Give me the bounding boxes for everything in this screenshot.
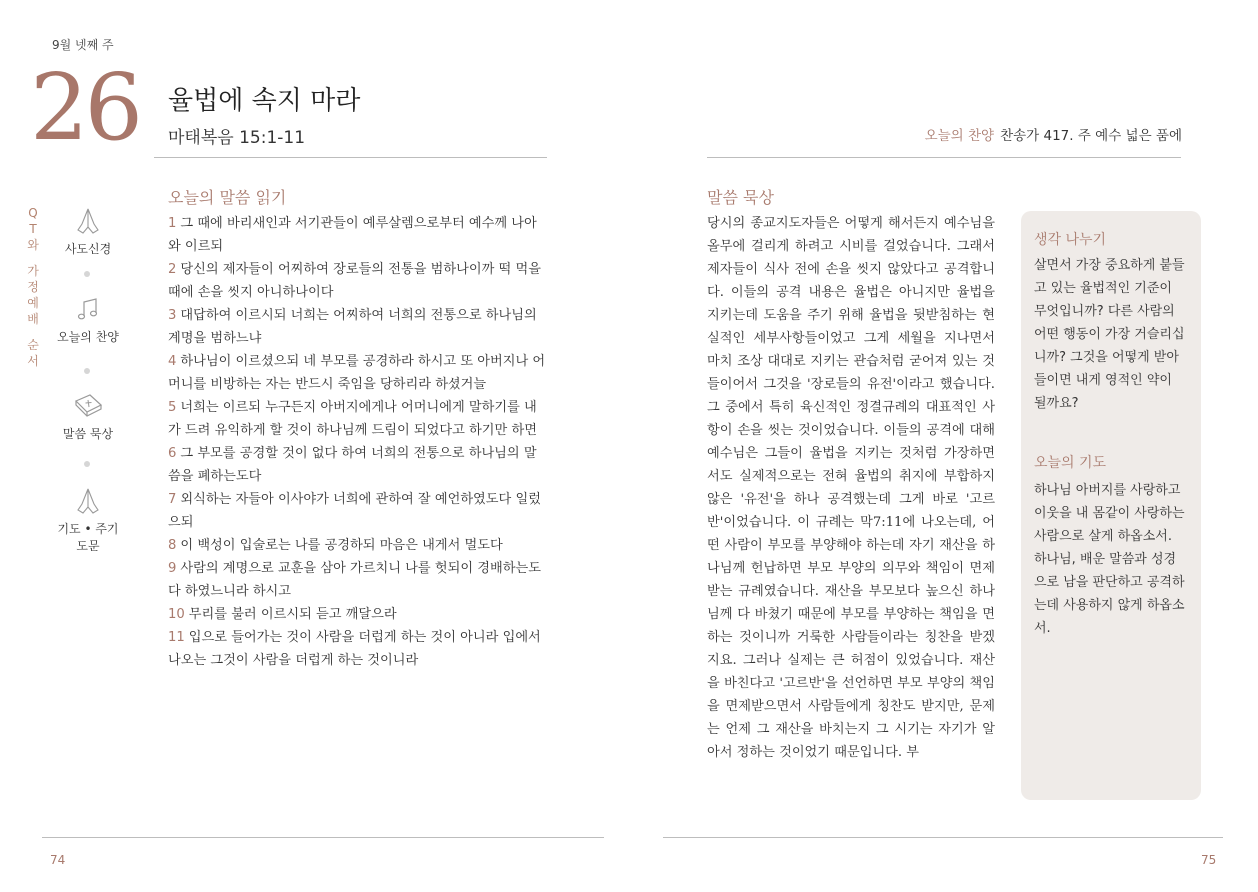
vertical-label-char: 순	[27, 338, 39, 352]
sidebar-dot	[84, 271, 90, 277]
sidebar-dot	[84, 368, 90, 374]
scripture-reference: 마태복음 15:1-11	[168, 128, 306, 148]
sidebar-item-apostles-creed	[52, 206, 124, 257]
verse	[168, 442, 548, 488]
sharing-heading: 생각 나누기	[1034, 232, 1107, 248]
verse-text: 당신의 제자들이 어찌하여 장로들의 전통을 범하나이까 떡 먹을 때에 손을 씻지 아니하나이다	[168, 262, 541, 300]
verse-number: 3	[168, 308, 177, 323]
sharing-text: 살면서 가장 중요하게 붙들고 있는 율법적인 기준이 무엇입니까? 다른 사람의 어떤 행동이 가장 거슬리십니까? 그것을 어떻게 받아들이면 내게 영적인 약이 될까요?	[1034, 258, 1185, 411]
meditation-text: 당시의 종교지도자들은 어떻게 해서든지 예수님을 올무에 걸리게 하려고 시비를 걸었습니다. 그래서 제자들이 식사 전에 손을 씻지 않았다고 공격합니다. 이들의 공격 내용은 율법은 아니지만 율법을 지키는데 도움을 주기 위해 율법을 뒷받침하는 현실적인 세부사항들이었고 그게 세월을 지나면서 마치 조상 대대로 지키는 관습처럼 굳어져 있는 것들이어서 그것을 '장로들의 유전'이라고 했습니다. 그 중에서 특히 육신적인 정결규례의 대표적인 사항이 손을 씻는 것이었습니다. 이들의 공격에 대해 예수님은 그들이 율법을 지키는 것처럼 가장하면서도 실제적으로는 전혀 율법의 취지에 부합하지 않은 '유전'을 하나 공격했는데 그게 바로 '고르반'이었습니다. 이 규례는 막7:11에 나오는데, 어떤 사람이 부모를 부양해야 하는데 자기 재산을 하나님께 헌납하면 부모 부양의 의무와 책임이 면제받는 규례였습니다. 재산을 부모보다 높으신 하나님께 다 바쳤기 때문에 부모를 부양하는 책임을 면하는 것이니까 거룩한 사람들이라는 칭찬을 받겠지요. 그러나 실제는 큰 허점이 있었습니다. 재산을 바친다고 '고르반'을 선언하면 부모 부양의 책임을 면제받으면서 사람들에게 칭찬도 받지만, 문제는 언제 그 재산을 바치는지 그 시기는 자기가 알아서 정하는 것이었기 때문입니다. 부	[707, 216, 995, 760]
verse-text: 사람의 계명으로 교훈을 삼아 가르치니 나를 헛되이 경배하는도다 하였느니라 하시고	[168, 561, 541, 599]
verse	[168, 603, 548, 626]
hymn-label: 오늘의 찬양	[924, 128, 995, 144]
day-number: 26	[30, 54, 140, 161]
verse	[168, 626, 548, 672]
vertical-label-char: Q	[28, 206, 38, 220]
praying-hands-icon	[74, 486, 102, 516]
music-note-icon	[74, 296, 102, 324]
verse	[168, 258, 548, 304]
sidebar-dot	[84, 461, 90, 467]
vertical-label-char: 서	[27, 354, 39, 368]
verse	[168, 488, 548, 534]
sidebar-item-prayer	[52, 486, 124, 554]
sidebar-item-label: 말씀 묵상	[62, 427, 114, 441]
verse-text: 대답하여 이르시되 너희는 어찌하여 너희의 전통으로 하나님의 계명을 범하느냐	[168, 308, 537, 346]
sidebar-item-label: 기도 • 주기도문	[57, 522, 119, 553]
sidebar-item-label: 사도신경	[64, 242, 112, 256]
header-divider-right	[707, 157, 1181, 158]
footer-divider-left	[42, 837, 604, 838]
vertical-label-char: 정	[27, 280, 39, 294]
verse-number: 11	[168, 630, 185, 645]
reading-heading: 오늘의 말씀 읽기	[168, 188, 287, 207]
verse-text: 외식하는 자들아 이사야가 너희에 관하여 잘 예언하였도다 일렀으되	[168, 492, 541, 530]
hymn-title: 찬송가 417. 주 예수 넓은 품에	[1000, 128, 1182, 144]
verse-text: 이 백성이 입술로는 나를 공경하되 마음은 내게서 멀도다	[180, 538, 503, 553]
verse-number: 2	[168, 262, 177, 277]
header-divider-left	[154, 157, 547, 158]
verse	[168, 557, 548, 603]
verse-text: 무리를 불러 이르시되 듣고 깨달으라	[188, 607, 397, 622]
page-number-right: 75	[1201, 853, 1217, 867]
vertical-section-label	[24, 205, 42, 369]
vertical-label-char: 배	[27, 312, 39, 326]
page-title: 율법에 속지 마라	[168, 86, 361, 116]
verse	[168, 534, 548, 557]
verse-number: 5	[168, 400, 177, 415]
verse-number: 10	[168, 607, 185, 622]
footer-divider-right	[663, 837, 1223, 838]
verse-text: 그 때에 바리새인과 서기관들이 예루살렘으로부터 예수께 나아와 이르되	[168, 216, 537, 254]
verse	[168, 350, 548, 396]
verse-text: 너희는 이르되 누구든지 아버지에게나 어머니에게 말하기를 내가 드려 유익하게 할 것이 하나님께 드림이 되었다고 하기만 하면	[168, 400, 537, 438]
verse-number: 9	[168, 561, 177, 576]
page-number-left: 74	[50, 853, 66, 867]
verse-number: 6	[168, 446, 177, 461]
verse	[168, 304, 548, 350]
verse-number: 4	[168, 354, 177, 369]
verse-number: 7	[168, 492, 177, 507]
verse-list	[168, 212, 548, 672]
sidebar-item-todays-hymn	[52, 296, 124, 345]
verse	[168, 396, 548, 442]
vertical-label-char: 와	[27, 238, 39, 252]
meditation-heading: 말씀 묵상	[707, 188, 774, 207]
verse-number: 8	[168, 538, 177, 553]
vertical-label-char: 예	[27, 296, 39, 310]
prayer-text: 하나님 아버지를 사랑하고 이웃을 내 몸같이 사랑하는 사람으로 살게 하옵소서. 하나님, 배운 말씀과 성경으로 남을 판단하고 공격하는데 사용하지 않게 하옵소서.	[1034, 483, 1185, 636]
week-label: 9월 넷째 주	[52, 38, 114, 52]
bible-icon	[72, 391, 104, 421]
hymn-row	[900, 124, 1182, 144]
vertical-label-char: 가	[27, 264, 39, 278]
verse-number: 1	[168, 216, 177, 231]
verse-text: 그 부모를 공경할 것이 없다 하여 너희의 전통으로 하나님의 말씀을 폐하는도다	[168, 446, 537, 484]
verse-text: 입으로 들어가는 것이 사람을 더럽게 하는 것이 아니라 입에서 나오는 그것이 사람을 더럽게 하는 것이니라	[168, 630, 541, 668]
verse	[168, 212, 548, 258]
sidebar-item-meditation	[52, 391, 124, 442]
praying-hands-icon	[74, 206, 102, 236]
prayer-heading: 오늘의 기도	[1034, 455, 1107, 471]
verse-text: 하나님이 이르셨으되 네 부모를 공경하라 하시고 또 아버지나 어머니를 비방하는 자는 반드시 죽임을 당하리라 하셨거늘	[168, 354, 546, 392]
vertical-label-char: T	[29, 222, 37, 236]
sidebar-item-label: 오늘의 찬양	[57, 330, 119, 344]
